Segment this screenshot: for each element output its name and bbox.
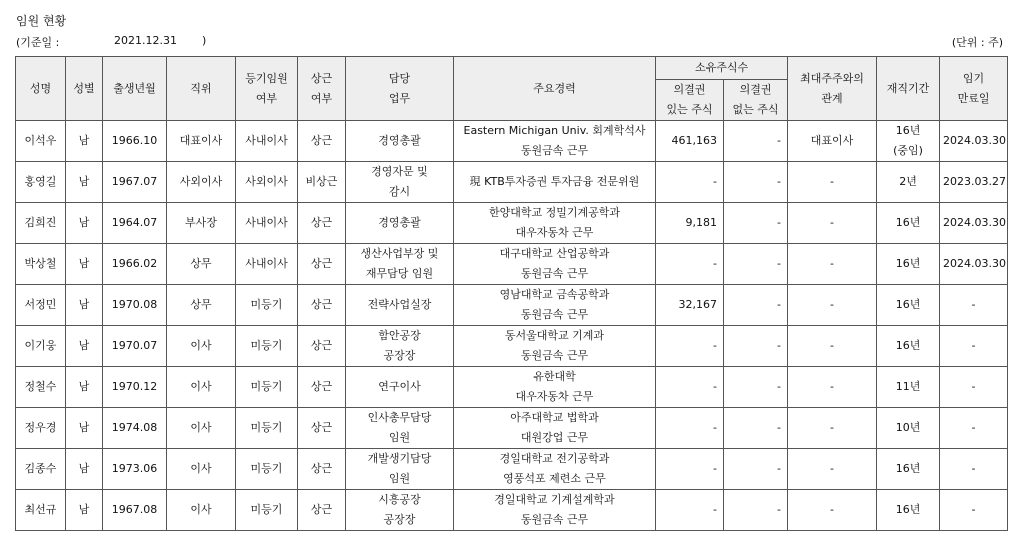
- cell-registered: 미등기: [236, 326, 298, 367]
- cell-fulltime: 상근: [298, 408, 346, 449]
- table-row: [16, 162, 1008, 203]
- cell-term-end: -: [940, 408, 1008, 449]
- cell-career: 영남대학교 금속공학과 동원금속 근무: [454, 285, 656, 326]
- cell-position: 상무: [167, 244, 236, 285]
- cell-name: 최선규: [16, 490, 66, 531]
- cell-career: 대구대학교 산업공학과 동원금속 근무: [454, 244, 656, 285]
- cell-gender: 남: [66, 162, 103, 203]
- cell-fulltime: 상근: [298, 121, 346, 162]
- cell-duty: 경영총괄: [346, 203, 454, 244]
- cell-fulltime: 상근: [298, 326, 346, 367]
- cell-birth: 1967.08: [103, 490, 167, 531]
- cell-fulltime: 상근: [298, 449, 346, 490]
- header-relation: 최대주주와의 관계: [788, 57, 877, 121]
- cell-shares-voting: 32,167: [656, 285, 724, 326]
- cell-shares-voting: -: [656, 367, 724, 408]
- table-row: [16, 121, 1008, 162]
- header-term-end: 임기 만료일: [940, 57, 1008, 121]
- header-duty: 담당 업무: [346, 57, 454, 121]
- cell-career: Eastern Michigan Univ. 회계학석사 동원금속 근무: [454, 121, 656, 162]
- cell-duty: 경영자문 및 감시: [346, 162, 454, 203]
- cell-gender: 남: [66, 121, 103, 162]
- cell-position: 사외이사: [167, 162, 236, 203]
- cell-duty: 시흥공장 공장장: [346, 490, 454, 531]
- cell-shares-voting: 461,163: [656, 121, 724, 162]
- reference-date: [16, 34, 207, 50]
- cell-name: 정우경: [16, 408, 66, 449]
- cell-relation: -: [788, 367, 877, 408]
- executive-table-body: [16, 121, 1008, 531]
- header-shares: 소유주식수: [656, 57, 788, 80]
- cell-tenure: 2년: [877, 162, 940, 203]
- cell-tenure: 16년: [877, 449, 940, 490]
- cell-fulltime: 상근: [298, 367, 346, 408]
- cell-shares-voting: 9,181: [656, 203, 724, 244]
- cell-position: 이사: [167, 408, 236, 449]
- cell-gender: 남: [66, 490, 103, 531]
- cell-gender: 남: [66, 367, 103, 408]
- cell-shares-nonvoting: -: [724, 449, 788, 490]
- header-registered: 등기임원 여부: [236, 57, 298, 121]
- cell-term-end: 2024.03.30: [940, 203, 1008, 244]
- cell-shares-voting: -: [656, 326, 724, 367]
- cell-tenure: 10년: [877, 408, 940, 449]
- header-career: 주요경력: [454, 57, 656, 121]
- header-position: 직위: [167, 57, 236, 121]
- table-row: [16, 490, 1008, 531]
- cell-shares-voting: -: [656, 244, 724, 285]
- cell-shares-nonvoting: -: [724, 121, 788, 162]
- cell-name: 정철수: [16, 367, 66, 408]
- cell-birth: 1964.07: [103, 203, 167, 244]
- cell-birth: 1970.08: [103, 285, 167, 326]
- reference-date-label: (기준일 :: [16, 36, 60, 49]
- cell-shares-nonvoting: -: [724, 162, 788, 203]
- cell-fulltime: 상근: [298, 285, 346, 326]
- cell-birth: 1966.02: [103, 244, 167, 285]
- cell-career: 경일대학교 기계설계학과 동원금속 근무: [454, 490, 656, 531]
- header-gender: 성별: [66, 57, 103, 121]
- cell-shares-nonvoting: -: [724, 367, 788, 408]
- cell-birth: 1966.10: [103, 121, 167, 162]
- table-row: [16, 408, 1008, 449]
- cell-career: 경일대학교 전기공학과 영풍석포 제련소 근무: [454, 449, 656, 490]
- cell-tenure: 16년: [877, 490, 940, 531]
- cell-gender: 남: [66, 449, 103, 490]
- cell-relation: -: [788, 490, 877, 531]
- unit-label: (단위 : 주): [951, 36, 1003, 49]
- cell-duty: 생산사업부장 및 재무담당 임원: [346, 244, 454, 285]
- cell-relation: 대표이사: [788, 121, 877, 162]
- cell-gender: 남: [66, 326, 103, 367]
- cell-registered: 사외이사: [236, 162, 298, 203]
- cell-duty: 함안공장 공장장: [346, 326, 454, 367]
- cell-gender: 남: [66, 203, 103, 244]
- cell-position: 대표이사: [167, 121, 236, 162]
- cell-gender: 남: [66, 408, 103, 449]
- table-row: [16, 449, 1008, 490]
- cell-duty: 경영총괄: [346, 121, 454, 162]
- cell-shares-nonvoting: -: [724, 326, 788, 367]
- header-birth: 출생년월: [103, 57, 167, 121]
- table-row: [16, 203, 1008, 244]
- table-row: [16, 285, 1008, 326]
- table-row: [16, 367, 1008, 408]
- header-fulltime: 상근 여부: [298, 57, 346, 121]
- cell-position: 부사장: [167, 203, 236, 244]
- cell-fulltime: 상근: [298, 244, 346, 285]
- cell-gender: 남: [66, 244, 103, 285]
- cell-relation: -: [788, 203, 877, 244]
- cell-name: 이석우: [16, 121, 66, 162]
- header-tenure: 재직기간: [877, 57, 940, 121]
- cell-registered: 미등기: [236, 285, 298, 326]
- cell-name: 서정민: [16, 285, 66, 326]
- cell-shares-nonvoting: -: [724, 244, 788, 285]
- cell-fulltime: 비상근: [298, 162, 346, 203]
- cell-name: 김희진: [16, 203, 66, 244]
- cell-relation: -: [788, 408, 877, 449]
- cell-tenure: 16년: [877, 285, 940, 326]
- cell-registered: 사내이사: [236, 121, 298, 162]
- header-shares-voting: 의결권 있는 주식: [656, 80, 724, 121]
- cell-tenure: 16년: [877, 203, 940, 244]
- cell-shares-nonvoting: -: [724, 490, 788, 531]
- cell-career: 한양대학교 정밀기계공학과 대우자동차 근무: [454, 203, 656, 244]
- cell-position: 상무: [167, 285, 236, 326]
- cell-position: 이사: [167, 367, 236, 408]
- cell-registered: 미등기: [236, 449, 298, 490]
- cell-shares-voting: -: [656, 408, 724, 449]
- cell-term-end: -: [940, 490, 1008, 531]
- cell-shares-voting: -: [656, 162, 724, 203]
- cell-shares-nonvoting: -: [724, 408, 788, 449]
- cell-relation: -: [788, 449, 877, 490]
- cell-registered: 미등기: [236, 490, 298, 531]
- cell-career: 유한대학 대우자동차 근무: [454, 367, 656, 408]
- cell-career: 아주대학교 법학과 대원강업 근무: [454, 408, 656, 449]
- cell-position: 이사: [167, 326, 236, 367]
- cell-registered: 미등기: [236, 367, 298, 408]
- cell-birth: 1973.06: [103, 449, 167, 490]
- cell-name: 이기웅: [16, 326, 66, 367]
- cell-career: 동서울대학교 기계과 동원금속 근무: [454, 326, 656, 367]
- cell-term-end: -: [940, 449, 1008, 490]
- cell-tenure: 11년: [877, 367, 940, 408]
- cell-duty: 전략사업실장: [346, 285, 454, 326]
- cell-relation: -: [788, 326, 877, 367]
- cell-birth: 1970.12: [103, 367, 167, 408]
- cell-registered: 미등기: [236, 408, 298, 449]
- table-row: [16, 326, 1008, 367]
- cell-relation: -: [788, 244, 877, 285]
- cell-shares-nonvoting: -: [724, 285, 788, 326]
- cell-shares-voting: -: [656, 490, 724, 531]
- header-shares-nonvoting: 의결권 없는 주식: [724, 80, 788, 121]
- cell-name: 김종수: [16, 449, 66, 490]
- cell-shares-nonvoting: -: [724, 203, 788, 244]
- cell-duty: 인사총무담당 임원: [346, 408, 454, 449]
- cell-tenure: 16년 (중임): [877, 121, 940, 162]
- cell-position: 이사: [167, 449, 236, 490]
- reference-date-close: ): [202, 34, 207, 47]
- cell-name: 박상철: [16, 244, 66, 285]
- cell-relation: -: [788, 162, 877, 203]
- cell-term-end: -: [940, 367, 1008, 408]
- cell-fulltime: 상근: [298, 203, 346, 244]
- cell-relation: -: [788, 285, 877, 326]
- executive-table: [15, 56, 1008, 531]
- cell-duty: 개발생기담당 임원: [346, 449, 454, 490]
- reference-date-value: 2021.12.31: [114, 34, 177, 47]
- cell-duty: 연구이사: [346, 367, 454, 408]
- cell-gender: 남: [66, 285, 103, 326]
- cell-shares-voting: -: [656, 449, 724, 490]
- cell-tenure: 16년: [877, 244, 940, 285]
- cell-term-end: 2024.03.30: [940, 244, 1008, 285]
- cell-registered: 사내이사: [236, 203, 298, 244]
- cell-registered: 사내이사: [236, 244, 298, 285]
- cell-term-end: -: [940, 326, 1008, 367]
- cell-term-end: -: [940, 285, 1008, 326]
- cell-term-end: 2024.03.30: [940, 121, 1008, 162]
- cell-birth: 1967.07: [103, 162, 167, 203]
- cell-birth: 1970.07: [103, 326, 167, 367]
- cell-birth: 1974.08: [103, 408, 167, 449]
- cell-position: 이사: [167, 490, 236, 531]
- table-row: [16, 244, 1008, 285]
- page-title: 임원 현황: [16, 14, 67, 28]
- header-name: 성명: [16, 57, 66, 121]
- cell-term-end: 2023.03.27: [940, 162, 1008, 203]
- cell-tenure: 16년: [877, 326, 940, 367]
- cell-fulltime: 상근: [298, 490, 346, 531]
- cell-career: 現 KTB투자증권 투자금융 전문위원: [454, 162, 656, 203]
- cell-name: 홍영길: [16, 162, 66, 203]
